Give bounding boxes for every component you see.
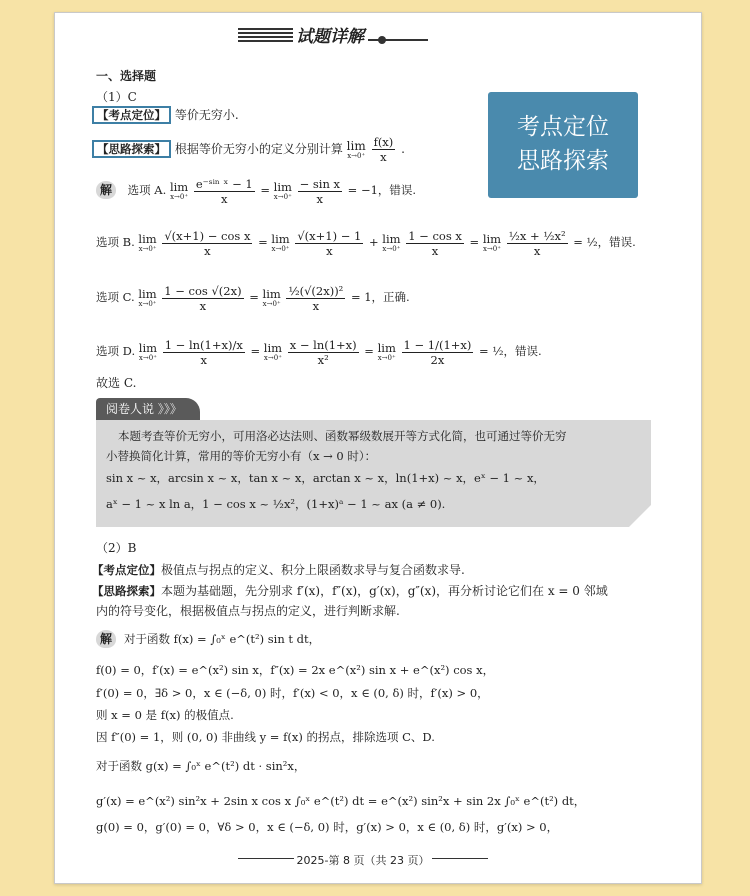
frac-den: x <box>533 243 541 258</box>
frac-den: x <box>312 298 320 313</box>
frac <box>162 229 252 258</box>
lim <box>483 233 501 253</box>
header-decoration-line <box>368 39 428 41</box>
q1-silu-row <box>92 134 405 164</box>
footer-line-right <box>432 858 488 859</box>
frac-den: x <box>380 150 387 164</box>
q1-silu-text: 根据等价无穷小的定义分别计算 <box>174 142 343 156</box>
frac-den: x <box>204 243 211 258</box>
q2-line-5: 因 f″(0) = 1，则 (0, 0) 非曲线 y = f(x) 的拐点，排除选项 C、D. <box>96 730 435 744</box>
lim <box>264 342 282 362</box>
lim <box>271 233 289 253</box>
q1-silu-tag: 【思路探索】 <box>92 140 171 158</box>
option-c-prefix: 选项 C. <box>96 290 135 304</box>
lim-sub: x→0⁺ <box>482 245 501 253</box>
overlay-line-1: 考点定位 <box>517 114 609 140</box>
lim-sub: x→0⁺ <box>138 245 157 253</box>
header-decoration-dot <box>378 36 386 44</box>
lim-sub: x→0⁺ <box>170 193 189 201</box>
reading-tag: 阅卷人说 》》》 <box>96 398 200 420</box>
frac <box>406 229 464 258</box>
option-b-tail: = ½，错误. <box>573 235 636 249</box>
frac <box>194 177 255 206</box>
page-curl-fold <box>629 505 651 527</box>
q2-silu-row <box>92 583 608 599</box>
q2-silu-text-1: 本题为基础题，先分别求 f′(x)，f″(x)，g′(x)，g″(x)，再分析讨论它们在 x = 0 邻域 <box>161 584 608 598</box>
frac-den: 2x <box>430 352 445 367</box>
q1-kaodian-row <box>92 107 239 123</box>
option-a-tail: = −1，错误. <box>347 183 417 197</box>
reading-line-1: 本题考查等价无穷小，可用洛必达法则、函数幂级数展开等方式化简，也可通过等价无穷 <box>118 429 567 443</box>
q2-number: （2）B <box>96 541 137 555</box>
lim-label: lim <box>169 180 189 194</box>
q2-silu-text-2: 内的符号变化，根据极值点与拐点的定义，进行判断求解. <box>96 604 400 618</box>
lim <box>378 342 396 362</box>
frac-den: x <box>200 352 208 367</box>
frac-num: ½x + ½x² <box>508 228 566 243</box>
lim-sub: x→0⁺ <box>262 300 281 308</box>
lim-label: lim <box>138 232 157 246</box>
frac <box>298 177 342 206</box>
frac-num: x − ln(1+x) <box>289 337 357 352</box>
frac-den: x <box>199 298 207 313</box>
lim <box>274 181 292 201</box>
q1-kaodian-tag: 【考点定位】 <box>92 106 171 124</box>
q2-kaodian-row <box>92 562 465 578</box>
lim-sub: x→0⁺ <box>347 151 366 160</box>
frac-den: x <box>431 243 439 258</box>
frac <box>507 229 568 258</box>
q1-conclusion: 故选 C. <box>96 376 137 390</box>
frac-num: √(x+1) − 1 <box>297 228 362 243</box>
option-b-prefix: 选项 B. <box>96 235 135 249</box>
frac <box>295 229 363 258</box>
frac-den: x <box>316 191 324 206</box>
q2-kaodian-tag: 【考点定位】 <box>92 563 161 577</box>
q1-option-b: 选项 B. lim x→0⁺ $\frac{\text{√(x+1) − cos x}}{x}$ = lim x→0⁺ $\frac{√(x+1) - 1}{x}$ + lim x→0⁺ $\frac{\text{1 − cos x}}{x}$ = lim x→0⁺ $\frac{\text{½x + ½x²}}{x}$ = ½，错误. <box>96 228 636 258</box>
frac <box>402 338 474 367</box>
q1-option-d: 选项 D. lim x→0⁺ $\frac{1 - \ln(1+x)/x}{x}$ = lim x→0⁺ $\frac{x - \ln(1+x)}{\text{x²}}$ = lim x→0⁺ $\frac{1 - 1/(1+x)}{2x}$ = ½，错误. <box>96 337 542 367</box>
q1-option-c: 选项 C. lim x→0⁺ $\frac{1 - \cos √(2x)}{x}$ = lim x→0⁺ $\frac{\text{½(√(2x))²}}{x}$ = 1，正确. <box>96 283 410 313</box>
q2-line-4: 则 x = 0 是 f(x) 的极值点. <box>96 708 234 722</box>
q2-line-1-text: 对于函数 f(x) = ∫₀ˣ e^(t²) sin t dt， <box>124 632 321 646</box>
frac-den: x <box>221 191 228 206</box>
q2-silu-tag: 【思路探索】 <box>92 584 161 598</box>
lim-label: lim <box>482 232 502 246</box>
reading-line-3: sin x ~ x，arcsin x ~ x，tan x ~ x，arctan x ~ x，ln(1+x) ~ x，eˣ − 1 ~ x， <box>106 471 545 485</box>
q1-number: （1）C <box>96 90 137 104</box>
q1-kaodian-text: 等价无穷小. <box>174 108 239 122</box>
frac-num: 1 − 1/(1+x) <box>403 337 472 352</box>
option-d-tail: = ½，错误. <box>479 344 542 358</box>
footer-text: 2025-第 8 页（共 23 页） <box>296 854 430 867</box>
overlay-line-2: 思路探索 <box>517 148 609 174</box>
lim <box>382 233 400 253</box>
frac <box>288 338 359 367</box>
q2-line-6: 对于函数 g(x) = ∫₀ˣ e^(t²) dt · sin²x， <box>96 759 306 773</box>
footer-line-left <box>238 858 294 859</box>
lim-sub: x→0⁺ <box>382 245 401 253</box>
header-title: 试题详解 <box>296 27 364 47</box>
frac-den: x <box>326 243 333 258</box>
lim-label: lim <box>263 341 283 355</box>
frac-num: 1 − cos x <box>408 228 462 243</box>
lim <box>138 288 156 308</box>
q2-line-2: f(0) = 0，f′(x) = e^(x²) sin x，f″(x) = 2x e^(x²) sin x + e^(x²) cos x， <box>96 663 495 677</box>
reading-line-2: 小替换简化计算，常用的等价无穷小有（x → 0 时）： <box>106 449 377 463</box>
frac-num: ½(√(2x))² <box>288 283 344 298</box>
page-footer <box>258 852 468 866</box>
frac-num: f(x) <box>373 135 394 149</box>
lim <box>263 288 281 308</box>
lim-sub: x→0⁺ <box>273 193 292 201</box>
lim-label: lim <box>271 232 290 246</box>
q1-option-a: 解 选项 A. lim x→0⁺ $\frac{\text{e⁻ˢⁱⁿ ˣ − 1}}{x}$ = lim x→0⁺ $\frac{\text{− sin x}}{x}$ = −1，错误. <box>96 174 416 206</box>
header-decoration-bars <box>238 28 293 42</box>
lim <box>139 342 157 362</box>
frac-num: 1 − cos √(2x) <box>164 283 242 298</box>
lim-label: lim <box>377 341 396 355</box>
frac-num: e⁻ˢⁱⁿ ˣ − 1 <box>195 176 253 191</box>
q2-line-1 <box>96 630 320 648</box>
lim-label: lim <box>382 232 401 246</box>
frac-den: x² <box>317 352 329 367</box>
option-d-prefix: 选项 D. <box>96 344 136 358</box>
page-header <box>238 22 418 46</box>
jie-icon: 解 <box>96 181 116 199</box>
lim-sub: x→0⁺ <box>271 245 290 253</box>
reading-line-4: aˣ − 1 ~ x ln a，1 − cos x ~ ½x²，(1+x)ᵃ − 1 ~ ax (a ≠ 0). <box>106 497 446 511</box>
lim-sub: x→0⁺ <box>138 300 157 308</box>
section-title: 一、选择题 <box>96 69 157 83</box>
lim-label: lim <box>138 341 158 355</box>
frac-num: − sin x <box>299 176 340 191</box>
lim <box>138 233 156 253</box>
jie-icon: 解 <box>96 630 116 648</box>
reading-box <box>96 420 651 527</box>
lim-label: lim <box>138 287 157 301</box>
lim-label: lim <box>346 138 366 153</box>
period: . <box>401 142 405 156</box>
lim-label: lim <box>262 287 281 301</box>
annotation-overlay <box>488 92 638 198</box>
q2-line-8: g(0) = 0，g′(0) = 0，∀δ > 0，x ∈ (−δ, 0) 时，g′(x) > 0，x ∈ (0, δ) 时，g′(x) > 0， <box>96 820 559 834</box>
lim <box>170 181 188 201</box>
q2-kaodian-text: 极值点与拐点的定义、积分上限函数求导与复合函数求导. <box>161 563 465 577</box>
q2-line-3: f′(0) = 0，∃δ > 0，x ∈ (−δ, 0) 时，f′(x) < 0，x ∈ (0, δ) 时，f′(x) > 0， <box>96 686 489 700</box>
frac <box>162 284 243 313</box>
lim-sub: x→0⁺ <box>263 354 282 362</box>
q2-line-7: g′(x) = e^(x²) sin²x + 2sin x cos x ∫₀ˣ e^(t²) dt = e^(x²) sin²x + sin 2x ∫₀ˣ e^(t²) dt， <box>96 794 586 808</box>
lim-sub: x→0⁺ <box>138 354 157 362</box>
q1-silu-lim <box>347 140 366 160</box>
option-c-tail: = 1，正确. <box>350 290 410 304</box>
lim-label: lim <box>273 180 292 194</box>
frac-num: 1 − ln(1+x)/x <box>164 337 243 352</box>
frac-num: √(x+1) − cos x <box>164 228 251 243</box>
frac <box>286 284 345 313</box>
q1-silu-frac <box>372 135 396 164</box>
lim-sub: x→0⁺ <box>377 354 396 362</box>
frac <box>163 338 245 367</box>
option-a-prefix: 选项 A. <box>127 183 167 197</box>
